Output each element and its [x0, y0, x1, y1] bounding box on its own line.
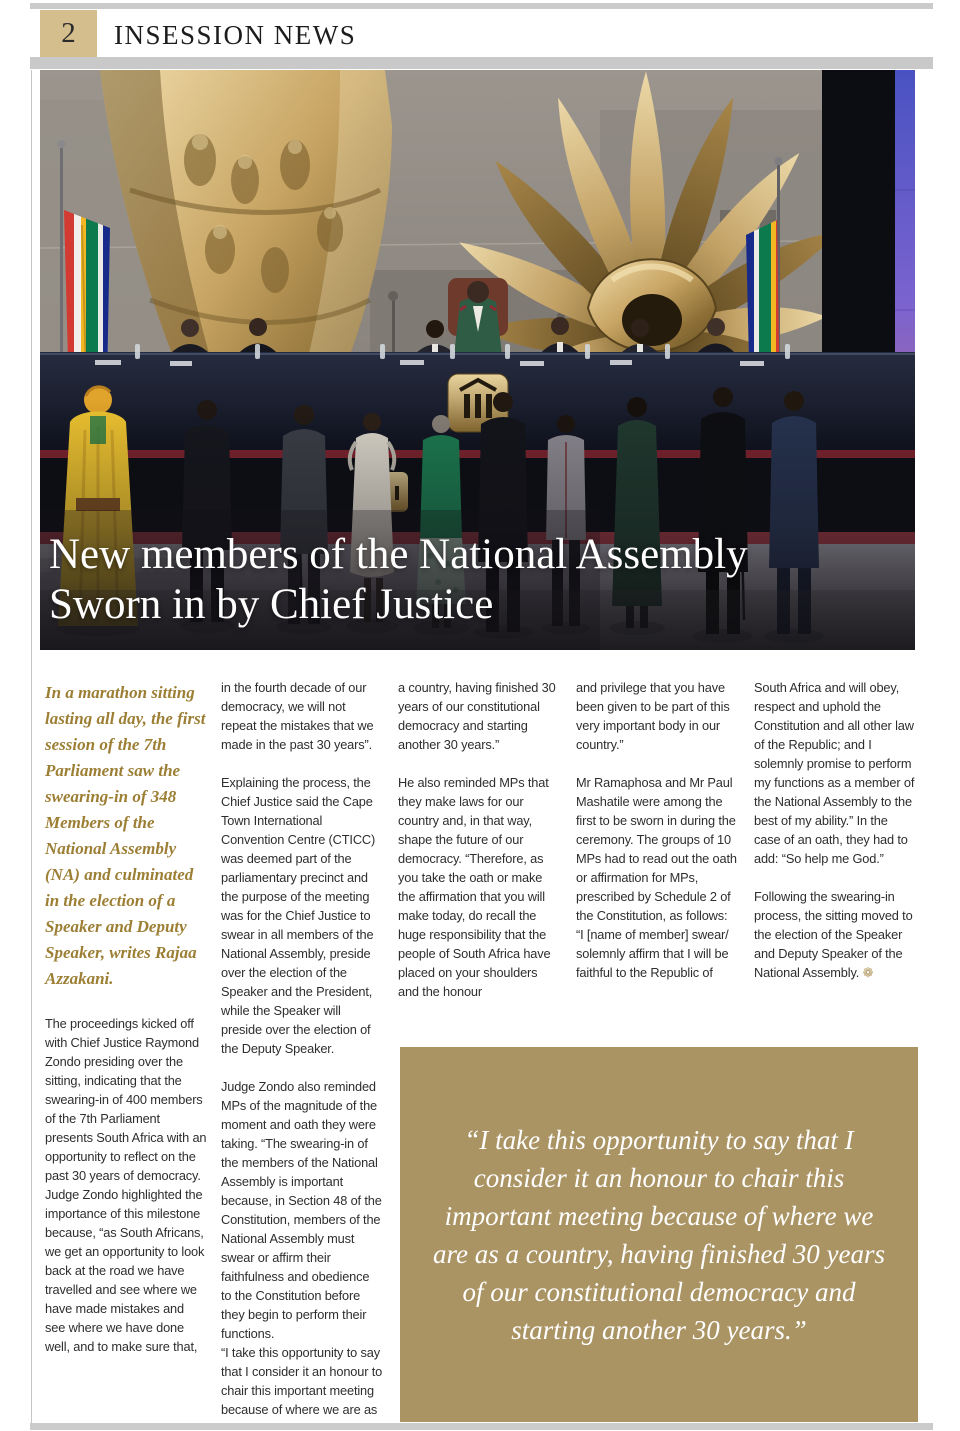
top-divider	[30, 3, 933, 9]
page-number: 2	[61, 17, 76, 49]
article-paragraph	[754, 887, 916, 982]
article-paragraph: The proceedings kicked off with Chief Justice Raymond Zondo presiding over the sitting, indicating that the swearing-in of 400 members of the 7th Parliament presents South Africa with an opportunity to reflect on the past 30 years of democracy. Judge Zondo highlighted the importance of this milestone because, “as South Africans, we get an opportunity to look back at the road we have travelled and see where we have made mistakes and see where we have done well, and to make sure that,	[45, 1016, 207, 1354]
article-paragraph: “I take this opportunity to say that I consider it an honour to chair this important meeting because of where we are as	[221, 1345, 383, 1417]
article-column-1	[45, 678, 207, 1375]
pull-quote	[400, 1047, 918, 1422]
masthead-title: INSESSION NEWS	[114, 20, 357, 50]
hero-photo	[40, 70, 915, 650]
page-number-box	[40, 10, 97, 57]
pull-quote-text: “I take this opportunity to say that I consider it an honour to chair this important meeting because of where we are as a country, having finished 30 years of our constitutional democracy and starting another 30 years.”	[433, 1124, 885, 1345]
headline-line-1: New members of the National Assembly	[49, 531, 748, 579]
article-paragraph: Judge Zondo also reminded MPs of the magnitude of the moment and oath they were taking. “The swearing-in of the members of the National Assembly is important because, in Section 48 of the Constitution, members of the National Assembly must swear or affirm their faithfulness and obedience to the Constitution before they begin to perform their functions.	[221, 1079, 382, 1341]
article-paragraph: a country, having finished 30 years of our constitutional democracy and starting another 30 years.”	[398, 680, 556, 752]
headline	[49, 530, 748, 630]
article-paragraph: in the fourth decade of our democracy, we will not repeat the mistakes that we made in the past 30 years”.	[221, 680, 374, 752]
article-paragraph: He also reminded MPs that they make laws for our country and, in that way, shape the future of our democracy. “Therefore, as you take the oath or make the affirmation that you will make today, do recall the huge responsibility that the people of South Africa have placed on your shoulders and the honour	[398, 775, 551, 999]
article-paragraph: Mr Ramaphosa and Mr Paul Mashatile were among the first to be sworn in during the ceremony. The groups of 10 MPs had to read out the oath or affirmation for MPs, prescribed by Schedule 2 of the Constitution, as follows: “I [name of member] swear/ solemnly affirm that I will be faithful to the Republic of	[576, 775, 737, 980]
article-paragraph: and privilege that you have been given to be part of this very important body in our country.”	[576, 680, 730, 752]
intro-paragraph: In a marathon sitting lasting all day, the first session of the 7th Parliament saw the swearing-in of 348 Members of the National Assembly (NA) and culminated in the election of a Speaker and Deputy Speaker, writes Rajaa Azzakani.	[45, 683, 206, 988]
protea-endmark-icon: ❁	[862, 965, 874, 980]
left-margin-rule	[31, 70, 32, 1423]
headline-line-2: Sworn in by Chief Justice	[49, 581, 494, 629]
article-column-2	[221, 678, 383, 1431]
bottom-divider	[30, 1423, 933, 1430]
article-paragraph: Explaining the process, the Chief Justice said the Cape Town International Convention Centre (CTICC) was deemed part of the parliamentary precinct and the purpose of the meeting was for the Chief Justice to swear in all members of the National Assembly, preside over the election of the Speaker and the President, while the Speaker will preside over the election of the Deputy Speaker.	[221, 775, 376, 1056]
article-paragraph: South Africa and will obey, respect and uphold the Constitution and all other law of the Republic; and I solemnly promise to perform my functions as a member of the National Assembly to the best of my ability.” In the case of an oath, they had to add: “So help me God.”	[754, 680, 915, 866]
header-divider	[30, 57, 933, 69]
article-paragraph-text: Following the swearing-in process, the sitting moved to the election of the Speaker and Deputy Speaker of the National Assembly.	[754, 889, 913, 980]
article-column-3	[398, 678, 560, 1020]
article-column-4	[576, 678, 738, 1001]
article-column-5	[754, 678, 916, 1001]
